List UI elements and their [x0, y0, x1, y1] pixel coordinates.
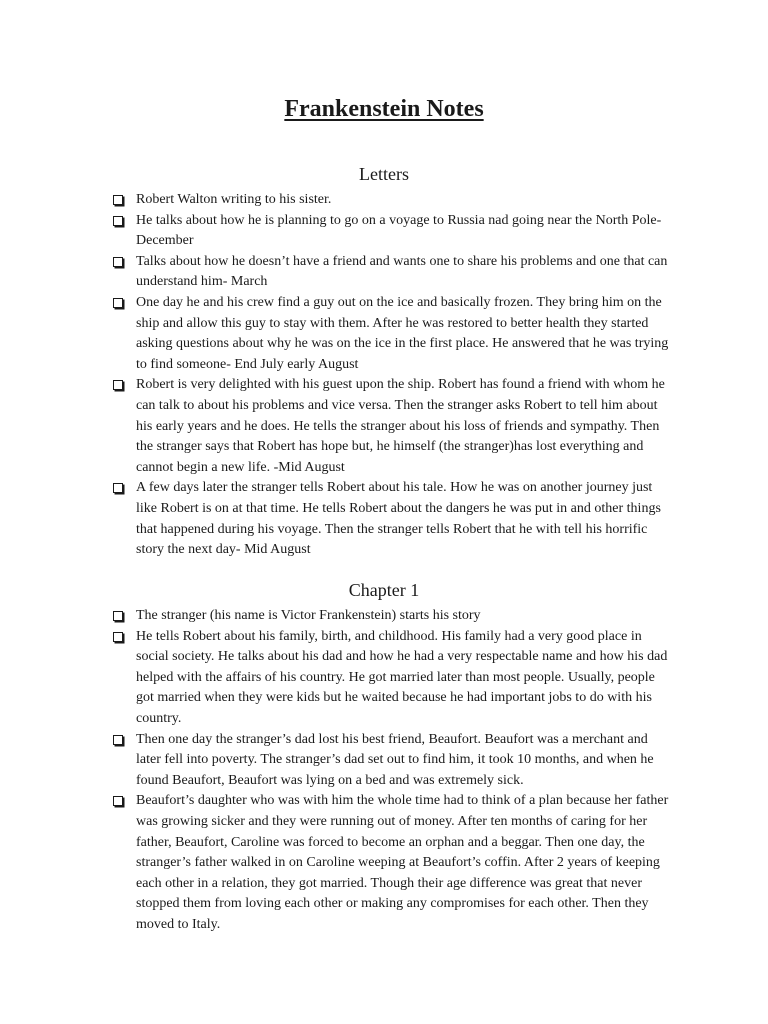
list-item-text: One day he and his crew find a guy out on the ice and basically frozen. They bring him on the ship and allow this guy to stay with them. After he was restored to better health they started asking questions about why he was on the ice in the first place. He answered that he was trying to find someone- End July early August [136, 294, 669, 372]
list-item [113, 252, 673, 293]
checkbox-square-icon [113, 611, 123, 621]
section-heading: Chapter 1 [348, 580, 420, 600]
list-item [113, 606, 673, 627]
list-item-text: He talks about how he is planning to go on a voyage to Russia nad going near the North Pole- December [136, 212, 662, 249]
list-item-text: The stranger (his name is Victor Frankenstein) starts his story [136, 608, 481, 623]
list-item-text: A few days later the stranger tells Robert about his tale. How he was on another journey just like Robert is on at that time. He tells Robert about the dangers he was put in and other things that happened during his voyage. Then the stranger tells Robert that he with tell his horrific story the next day- Mid August [136, 480, 661, 558]
checkbox-square-icon [113, 298, 123, 308]
list-item-text: Beaufort’s daughter who was with him the whole time had to think of a plan because her father was growing sicker and they were running out of money. After ten months of caring for her father, Beaufort, Caroline was forced to become an orphan and a beggar. Then one day, the stranger’s father walked in on Caroline weeping at Beaufort’s coffin. After 2 years of keeping each other in a relation, they got married. Though their age difference was great that never stopped them from loving each other or making any compromises for each other. Then they moved to Italy. [136, 793, 669, 932]
section-letters [0, 162, 768, 561]
checkbox-square-icon [113, 632, 123, 642]
section-chapter-1 [0, 578, 768, 936]
notes-list [113, 606, 673, 936]
list-item-text: Then one day the stranger’s dad lost his best friend, Beaufort. Beaufort was a merchant and later fell into poverty. The stranger’s dad set out to find him, it took 10 months, and when he found Beaufort, Beaufort was lying on a bed and was extremely sick. [136, 731, 654, 788]
checkbox-square-icon [113, 380, 123, 390]
list-item-text: Robert Walton writing to his sister. [136, 192, 332, 207]
checkbox-square-icon [113, 257, 123, 267]
checkbox-square-icon [113, 483, 123, 493]
section-heading: Letters [359, 164, 409, 184]
list-item [113, 478, 673, 560]
list-item [113, 293, 673, 375]
list-item [113, 730, 673, 792]
list-item [113, 190, 673, 211]
list-item [113, 375, 673, 478]
list-item [113, 627, 673, 730]
checkbox-square-icon [113, 216, 123, 226]
list-item-text: He tells Robert about his family, birth, and childhood. His family had a very good place in social society. He talks about his dad and how he had a very respectable name and how his dad helped with the affairs of his country. He got married later than most people. Usually, people got married when they were kids but he waited because he had important jobs to do with his country. [136, 628, 668, 726]
document-title: Frankenstein Notes [284, 96, 484, 122]
checkbox-square-icon [113, 735, 123, 745]
list-item [113, 791, 673, 935]
list-item [113, 211, 673, 252]
checkbox-square-icon [113, 195, 123, 205]
list-item-text: Robert is very delighted with his guest upon the ship. Robert has found a friend with whom he can talk to about his problems and vice versa. Then the stranger asks Robert to tell him about his early years and he does. He tells the stranger about his loss of friends and sympathy. Then the stranger says that Robert has hope but, he himself (the stranger)has lost everything and cannot begin a new life. -Mid August [136, 377, 665, 475]
notes-list [113, 190, 673, 561]
list-item-text: Talks about how he doesn’t have a friend and wants one to share his problems and one that can understand him- March [136, 253, 668, 290]
checkbox-square-icon [113, 796, 123, 806]
